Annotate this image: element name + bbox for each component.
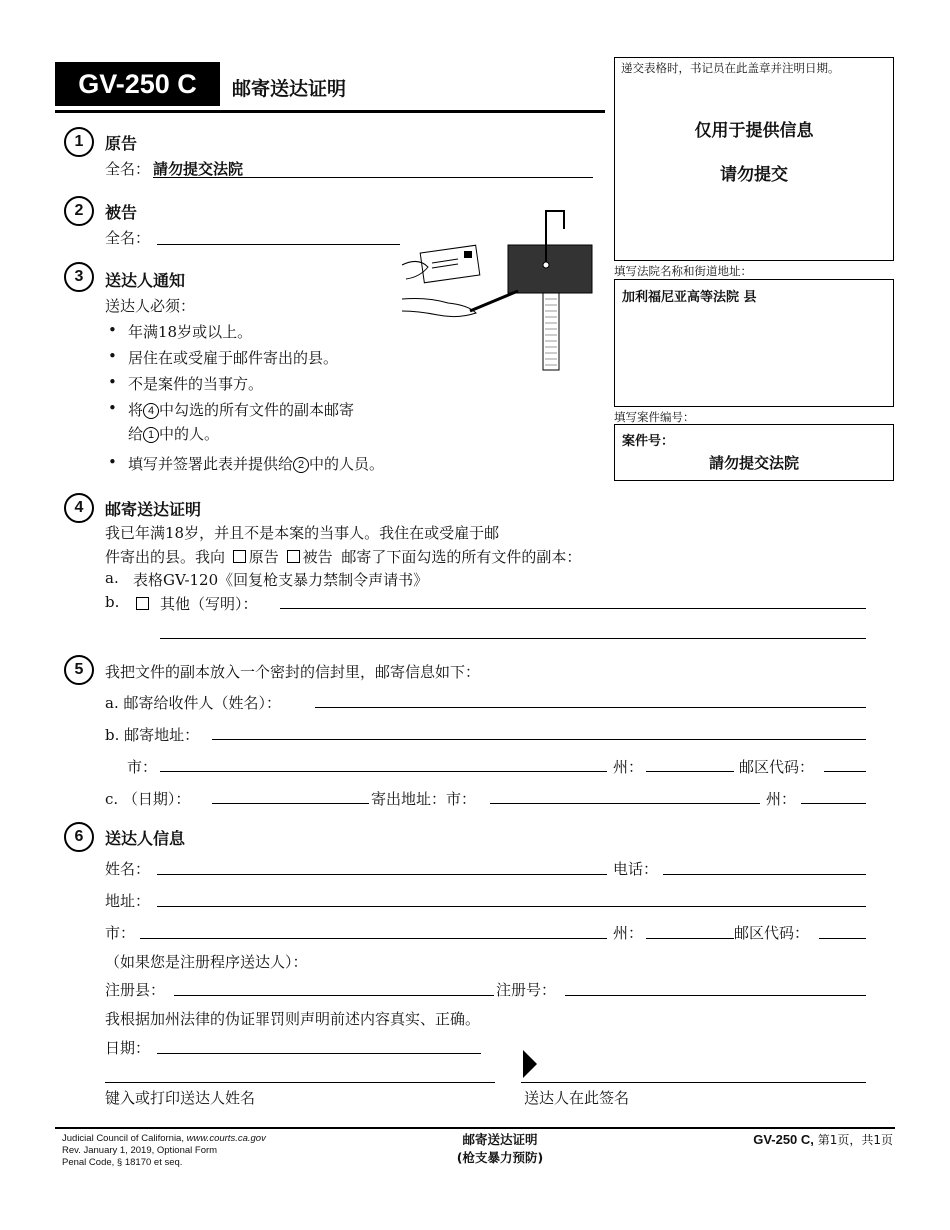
- item-b-other-label: 其他（写明）：: [160, 595, 258, 613]
- server-phone-field[interactable]: [663, 874, 866, 875]
- ref-circle-2: 2: [293, 457, 309, 473]
- info-only-text: 仅用于提供信息: [694, 121, 814, 141]
- perjury-declaration: 我根据加州法律的伪证罪罚则声明前述内容真实、正确。: [105, 1010, 481, 1028]
- signature-field[interactable]: [521, 1082, 866, 1083]
- mail-state-field[interactable]: [646, 771, 734, 772]
- courts-website-link[interactable]: www.courts.ca.gov: [186, 1133, 266, 1144]
- footer-title: 邮寄送达证明: [462, 1132, 538, 1147]
- plaintiff-name-value: 請勿提交法院: [153, 160, 244, 178]
- envelope-hand: [402, 245, 480, 283]
- footer-center: [400, 1131, 600, 1167]
- section-3-number: 3: [64, 262, 94, 292]
- sign-arrow-icon: [523, 1050, 537, 1078]
- requirement-mail: 将 4 中勾选的所有文件的副本邮寄: [128, 401, 355, 419]
- other-specify-field-2[interactable]: [160, 638, 866, 639]
- footer-rule: [55, 1127, 895, 1129]
- section-5-number: 5: [64, 655, 94, 685]
- section-2-number: 2: [64, 196, 94, 226]
- printed-name-caption: 键入或打印送达人姓名: [105, 1089, 256, 1107]
- section-4-number: 4: [64, 493, 94, 523]
- server-city-label: 市：: [105, 924, 136, 942]
- section-2-title: 被告: [105, 203, 138, 222]
- section-1-number: 1: [64, 127, 94, 157]
- signature-caption: 送达人在此签名: [524, 1089, 630, 1107]
- mailed-from-state-field[interactable]: [801, 803, 866, 804]
- server-state-field[interactable]: [646, 938, 734, 939]
- requirement-county: 居住在或受雇于邮件寄出的县。: [128, 349, 339, 367]
- server-address-field[interactable]: [157, 906, 866, 907]
- mailbox-post: [543, 282, 559, 370]
- court-name-text: 加利福尼亚高等法院 县: [622, 290, 757, 305]
- footer-penal-code: Penal Code, § 18170 et seq.: [62, 1157, 183, 1168]
- registration-number-label: 注册号：: [496, 981, 557, 999]
- mail-state-label: 州：: [613, 758, 644, 776]
- section-4-title: 邮寄送达证明: [105, 500, 202, 519]
- item-b-letter: b.: [105, 593, 120, 611]
- defendant-checkbox[interactable]: [287, 550, 300, 563]
- server-phone-label: 电话：: [613, 860, 659, 878]
- mailed-from-city-label: 寄出地址：市：: [371, 790, 477, 808]
- clerk-stamp-box: [614, 57, 894, 261]
- case-label: 填写案件编号：: [614, 412, 695, 424]
- bullet-dot: •: [108, 373, 117, 391]
- bullet-dot: •: [108, 453, 117, 471]
- requirement-age: 年满18岁或以上。: [128, 323, 253, 341]
- server-name-label: 姓名：: [105, 860, 151, 878]
- item-a-form-gv120: 表格GV-120《回复枪支暴力禁制令声请书》: [133, 571, 429, 589]
- printed-name-field[interactable]: [105, 1082, 495, 1083]
- registered-server-note: （如果您是注册程序送达人）：: [105, 953, 308, 971]
- footer-revision: Rev. January 1, 2019, Optional Form: [62, 1145, 218, 1156]
- requirement-mail-cont: 给 1 中的人。: [128, 425, 220, 443]
- mail-city-field[interactable]: [160, 771, 607, 772]
- footer-page-number: 第1页，共1页: [813, 1133, 893, 1147]
- form-id-badge: GV-250 C: [55, 62, 220, 106]
- clerk-note: 递交表格时，书记员在此盖章并注明日期。: [621, 63, 840, 75]
- proof-statement-line1: 我已年满18岁，并且不是本案的当事人。我住在或受雇于邮: [105, 524, 500, 542]
- case-number-value: 請勿提交法院: [708, 454, 799, 472]
- mailed-to-label: a. 邮寄给收件人（姓名）：: [105, 694, 281, 712]
- section-5-intro: 我把文件的副本放入一个密封的信封里，邮寄信息如下：: [105, 663, 481, 681]
- server-name-field[interactable]: [157, 874, 607, 875]
- bullet-dot: •: [108, 399, 117, 417]
- form-title: 邮寄送达证明: [232, 78, 347, 100]
- mailed-from-city-field[interactable]: [490, 803, 760, 804]
- footer-right: [753, 1131, 893, 1148]
- section-6-number: 6: [64, 822, 94, 852]
- footer-form-id: GV-250 C,: [753, 1132, 814, 1147]
- item-a-letter: a.: [105, 569, 119, 587]
- registration-county-field[interactable]: [174, 995, 494, 996]
- defendant-name-field[interactable]: [157, 244, 400, 245]
- mail-date-field[interactable]: [212, 803, 369, 804]
- other-specify-field[interactable]: [280, 608, 866, 609]
- server-city-field[interactable]: [140, 938, 607, 939]
- plaintiff-name-field[interactable]: [153, 177, 593, 178]
- mailed-to-field[interactable]: [315, 707, 866, 708]
- proof-statement-line2: 件寄出的县。我向 原告 被告 邮寄了下面勾选的所有文件的副本：: [105, 548, 582, 566]
- requirement-not-party: 不是案件的当事方。: [128, 375, 264, 393]
- footer-council: Judicial Council of California, www.courts.ca.gov: [62, 1133, 266, 1144]
- registration-county-label: 注册县：: [105, 981, 166, 999]
- registration-number-field[interactable]: [565, 995, 866, 996]
- section-1-title: 原告: [105, 134, 138, 153]
- header-rule: [55, 110, 605, 113]
- pen-hand: [402, 291, 518, 317]
- case-number-label: 案件号：: [622, 434, 675, 449]
- server-zip-label: 邮区代码：: [734, 924, 810, 942]
- court-name-field[interactable]: [614, 279, 894, 407]
- other-checkbox[interactable]: [136, 597, 149, 610]
- case-number-field[interactable]: [614, 424, 894, 481]
- do-not-file-text: 请勿提交: [720, 165, 788, 185]
- defendant-name-label: 全名：: [105, 229, 151, 247]
- footer-left: [62, 1133, 266, 1169]
- server-address-label: 地址：: [105, 892, 151, 910]
- court-label: 填写法院名称和街道地址：: [614, 266, 752, 278]
- plaintiff-checkbox[interactable]: [233, 550, 246, 563]
- server-must-text: 送达人必须：: [105, 297, 196, 315]
- mail-address-field[interactable]: [212, 739, 866, 740]
- signature-date-label: 日期：: [105, 1039, 151, 1057]
- mailbox-body: [508, 245, 592, 293]
- plaintiff-name-label: 全名：: [105, 160, 151, 178]
- server-state-label: 州：: [613, 924, 644, 942]
- signature-date-field[interactable]: [157, 1053, 481, 1054]
- footer-subtitle: (枪支暴力预防): [456, 1150, 544, 1165]
- section-6-title: 送达人信息: [105, 829, 186, 848]
- section-3-title: 送达人通知: [105, 271, 186, 290]
- mail-address-label: b. 邮寄地址：: [105, 726, 200, 744]
- mail-zip-field[interactable]: [824, 771, 866, 772]
- bullet-dot: •: [108, 347, 117, 365]
- ref-circle-4: 4: [143, 403, 159, 419]
- ref-circle-1: 1: [143, 427, 159, 443]
- mail-date-label: c. （日期）：: [105, 790, 191, 808]
- mailed-from-state-label: 州：: [766, 790, 797, 808]
- mailbox-illustration: [398, 207, 598, 372]
- bullet-dot: •: [108, 321, 117, 339]
- server-zip-field[interactable]: [819, 938, 866, 939]
- mail-zip-label: 邮区代码：: [739, 758, 815, 776]
- mail-city-label: 市：: [127, 758, 158, 776]
- requirement-sign: 填写并签署此表并提供给 2 中的人员。: [128, 455, 385, 473]
